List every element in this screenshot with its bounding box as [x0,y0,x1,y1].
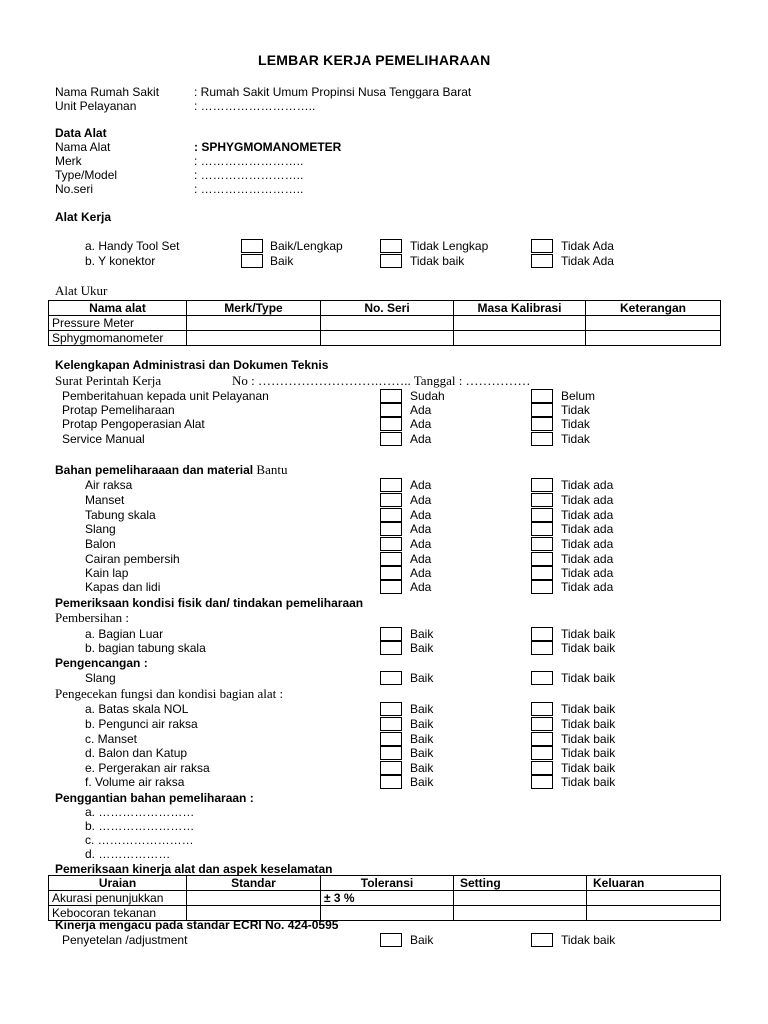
alat-ukur-table [48,300,721,346]
checkbox-bahan-3-opt1[interactable] [380,508,402,522]
fungsi-item: c. Manset [85,732,138,746]
option-label: Baik [410,732,434,746]
option-label: Tidak ada [561,566,614,580]
spk-number-date[interactable]: No : ……………………….…….. Tanggal : …………… [232,373,531,388]
option-label: Baik [410,775,434,789]
ecri-standard: Kinerja mengacu pada standar ECRI No. 424-0595 [55,918,339,932]
checkbox-admin-4-opt2[interactable] [531,432,553,446]
option-label: Tidak Ada [561,239,614,253]
bahan-heading-serif: Bantu [256,462,288,477]
checkbox-adjustment-opt1[interactable] [380,933,402,947]
checkbox-pembersihan-1-opt1[interactable] [380,627,402,641]
option-label: Tidak ada [561,508,614,522]
option-label: Baik [410,671,434,685]
table-cell[interactable] [586,331,721,346]
checkbox-admin-2-opt1[interactable] [380,403,402,417]
checkbox-bahan-8-opt1[interactable] [380,580,402,594]
option-label: Baik [410,702,434,716]
pembersihan-heading: Pembersihan : [55,610,130,625]
option-label: Baik/Lengkap [270,239,343,253]
option-label: Tidak ada [561,580,614,594]
checkbox-bahan-6-opt1[interactable] [380,552,402,566]
noseri-value[interactable]: : …………………….. [194,182,304,196]
pemeriksaan-fisik-heading: Pemeriksaan kondisi fisik dan/ tindakan pemeliharaan [55,596,364,610]
checkbox-bahan-2-opt2[interactable] [531,493,553,507]
merk-value[interactable]: : …………………….. [194,154,304,168]
option-label: Belum [561,389,596,403]
checkbox-pengencangan-1-opt1[interactable] [380,671,402,685]
type-value[interactable]: : …………………….. [194,168,304,182]
checkbox-admin-1-opt2[interactable] [531,389,553,403]
checkbox-bahan-8-opt2[interactable] [531,580,553,594]
checkbox-pembersihan-2-opt2[interactable] [531,641,553,655]
table-header: Keterangan [586,301,721,316]
option-label: Baik [410,717,434,731]
table-cell: Akurasi penunjukkan [49,891,187,906]
nama-alat-value: : SPHYGMOMANOMETER [194,140,342,154]
pembersihan-item: a. Bagian Luar [85,627,164,641]
bahan-item: Kapas dan lidi [85,580,161,594]
pembersihan-item: b. bagian tabung skala [85,641,206,655]
option-label: Tidak Lengkap [410,239,489,253]
table-cell[interactable] [454,316,586,331]
table-cell[interactable] [587,891,721,906]
table-cell[interactable] [187,891,321,906]
option-label: Baik [410,627,434,641]
option-label: Tidak baik [561,641,616,655]
alat-kerja-item: a. Handy Tool Set [85,239,180,253]
checkbox-adjustment-opt2[interactable] [531,933,553,947]
administrasi-item: Service Manual [62,432,145,446]
penggantian-line[interactable]: a. …………………… [85,805,195,819]
table-cell: Pressure Meter [49,316,187,331]
option-label: Tidak baik [561,717,616,731]
checkbox-bahan-4-opt1[interactable] [380,522,402,536]
option-label: Tidak ada [561,493,614,507]
bahan-item: Kain lap [85,566,129,580]
checkbox-alat-kerja-2-opt3[interactable] [531,254,553,268]
fungsi-heading: Pengecekan fungsi dan kondisi bagian alat : [55,686,284,701]
option-label: Ada [410,522,432,536]
checkbox-fungsi-3-opt1[interactable] [380,732,402,746]
table-header: Standar [187,876,321,891]
checkbox-fungsi-5-opt2[interactable] [531,761,553,775]
page-title: LEMBAR KERJA PEMELIHARAAN [258,52,491,68]
bahan-item: Balon [85,537,116,551]
fungsi-item: e. Pergerakan air raksa [85,761,210,775]
checkbox-bahan-2-opt1[interactable] [380,493,402,507]
option-label: Tidak [561,432,590,446]
table-cell[interactable] [187,331,321,346]
administrasi-item: Pemberitahuan kepada unit Pelayanan [62,389,269,403]
checkbox-fungsi-2-opt1[interactable] [380,717,402,731]
unit-value[interactable]: : ……………………….. [194,99,316,113]
checkbox-pengencangan-1-opt2[interactable] [531,671,553,685]
table-row [49,331,721,346]
checkbox-admin-3-opt1[interactable] [380,417,402,431]
hospital-label: Nama Rumah Sakit [55,85,160,99]
option-label: Tidak baik [561,627,616,641]
table-cell[interactable] [321,331,454,346]
alat-kerja-item: b. Y konektor [85,254,156,268]
penggantian-heading: Penggantian bahan pemeliharaan : [55,791,254,805]
kinerja-table [48,875,721,921]
data-alat-heading: Data Alat [55,126,107,140]
option-label: Ada [410,417,432,431]
penggantian-line[interactable]: d. ……………… [85,847,171,861]
noseri-label: No.seri [55,182,94,196]
checkbox-bahan-7-opt1[interactable] [380,566,402,580]
option-label: Tidak baik [561,746,616,760]
table-cell: Sphygmomanometer [49,331,187,346]
checkbox-bahan-3-opt2[interactable] [531,508,553,522]
type-label: Type/Model [55,168,118,182]
spk-label: Surat Perintah Kerja [55,373,162,388]
fungsi-item: b. Pengunci air raksa [85,717,198,731]
checkbox-fungsi-1-opt2[interactable] [531,702,553,716]
checkbox-bahan-1-opt2[interactable] [531,478,553,492]
penggantian-line[interactable]: b. …………………… [85,819,195,833]
option-label: Tidak baik [561,761,616,775]
nama-alat-label: Nama Alat [55,140,111,154]
table-header: Merk/Type [187,301,321,316]
bahan-heading [55,463,287,477]
hospital-value: : Rumah Sakit Umum Propinsi Nusa Tenggara Barat [194,85,472,99]
fungsi-item: f. Volume air raksa [85,775,185,789]
checkbox-pembersihan-1-opt2[interactable] [531,627,553,641]
option-label: Tidak baik [561,702,616,716]
table-header: Keluaran [587,876,721,891]
checkbox-alat-kerja-1-opt1[interactable] [241,239,263,253]
option-label: Ada [410,432,432,446]
checkbox-fungsi-3-opt2[interactable] [531,732,553,746]
table-row [49,316,721,331]
checkbox-fungsi-1-opt1[interactable] [380,702,402,716]
adjustment-label: Penyetelan /adjustment [62,933,188,947]
table-header: Masa Kalibrasi [454,301,586,316]
checkbox-bahan-5-opt1[interactable] [380,537,402,551]
bahan-item: Manset [85,493,125,507]
table-cell[interactable] [454,906,587,921]
option-label: Ada [410,508,432,522]
option-label: Ada [410,580,432,594]
table-header: Uraian [49,876,187,891]
option-label: Tidak [561,417,590,431]
option-label: Ada [410,566,432,580]
checkbox-alat-kerja-2-opt1[interactable] [241,254,263,268]
pengencangan-item: Slang [85,671,116,685]
table-cell[interactable] [587,906,721,921]
option-label: Tidak Ada [561,254,614,268]
bahan-item: Tabung skala [85,508,156,522]
option-label: Tidak baik [561,775,616,789]
option-label: Tidak baik [561,671,616,685]
option-label: Sudah [410,389,445,403]
alat-kerja-heading: Alat Kerja [55,210,112,224]
table-cell: Kebocoran tekanan [49,906,187,921]
unit-label: Unit Pelayanan [55,99,137,113]
administrasi-heading: Kelengkapan Administrasi dan Dokumen Teknis [55,358,329,372]
option-label: Baik [410,746,434,760]
checkbox-admin-2-opt2[interactable] [531,403,553,417]
option-label: Tidak ada [561,522,614,536]
administrasi-item: Protap Pengoperasian Alat [62,417,205,431]
checkbox-pembersihan-2-opt1[interactable] [380,641,402,655]
penggantian-line[interactable]: c. …………………… [85,833,194,847]
option-label: Tidak baik [561,933,616,947]
checkbox-fungsi-2-opt2[interactable] [531,717,553,731]
table-header: Toleransi [321,876,454,891]
merk-label: Merk [55,154,82,168]
option-label: Baik [410,933,434,947]
option-label: Tidak ada [561,478,614,492]
table-header: Nama alat [49,301,187,316]
table-cell[interactable] [454,891,587,906]
option-label: Tidak ada [561,552,614,566]
option-label: Ada [410,403,432,417]
checkbox-fungsi-4-opt2[interactable] [531,746,553,760]
checkbox-alat-kerja-1-opt3[interactable] [531,239,553,253]
option-label: Ada [410,552,432,566]
option-label: Baik [410,641,434,655]
table-cell[interactable] [321,316,454,331]
table-cell: ± 3 % [321,891,454,906]
table-header: Setting [454,876,587,891]
table-cell[interactable] [586,316,721,331]
option-label: Baik [410,761,434,775]
checkbox-bahan-4-opt2[interactable] [531,522,553,536]
option-label: Tidak baik [410,254,465,268]
administrasi-item: Protap Pemeliharaan [62,403,175,417]
table-header: No. Seri [321,301,454,316]
option-label: Ada [410,478,432,492]
checkbox-bahan-1-opt1[interactable] [380,478,402,492]
option-label: Tidak baik [561,732,616,746]
table-cell[interactable] [187,316,321,331]
table-cell[interactable] [454,331,586,346]
table-cell[interactable] [321,906,454,921]
checkbox-bahan-7-opt2[interactable] [531,566,553,580]
option-label: Ada [410,537,432,551]
fungsi-item: a. Batas skala NOL [85,702,189,716]
checkbox-admin-1-opt1[interactable] [380,389,402,403]
checkbox-bahan-5-opt2[interactable] [531,537,553,551]
table-row [49,891,721,906]
bahan-item: Cairan pembersih [85,552,180,566]
bahan-item: Air raksa [85,478,133,492]
checkbox-fungsi-5-opt1[interactable] [380,761,402,775]
pengencangan-heading: Pengencangan : [55,656,148,670]
option-label: Tidak [561,403,590,417]
checkbox-bahan-6-opt2[interactable] [531,552,553,566]
checkbox-fungsi-6-opt2[interactable] [531,775,553,789]
bahan-heading-bold: Bahan pemeliharaaan dan material [55,463,254,477]
checkbox-admin-4-opt1[interactable] [380,432,402,446]
kinerja-heading: Pemeriksaan kinerja alat dan aspek keselamatan [55,862,333,876]
alat-ukur-heading: Alat Ukur [55,283,108,298]
checkbox-fungsi-4-opt1[interactable] [380,746,402,760]
option-label: Ada [410,493,432,507]
fungsi-item: d. Balon dan Katup [85,746,188,760]
checkbox-fungsi-6-opt1[interactable] [380,775,402,789]
bahan-item: Slang [85,522,116,536]
checkbox-alat-kerja-2-opt2[interactable] [380,254,402,268]
checkbox-alat-kerja-1-opt2[interactable] [380,239,402,253]
option-label: Baik [270,254,294,268]
option-label: Tidak ada [561,537,614,551]
checkbox-admin-3-opt2[interactable] [531,417,553,431]
